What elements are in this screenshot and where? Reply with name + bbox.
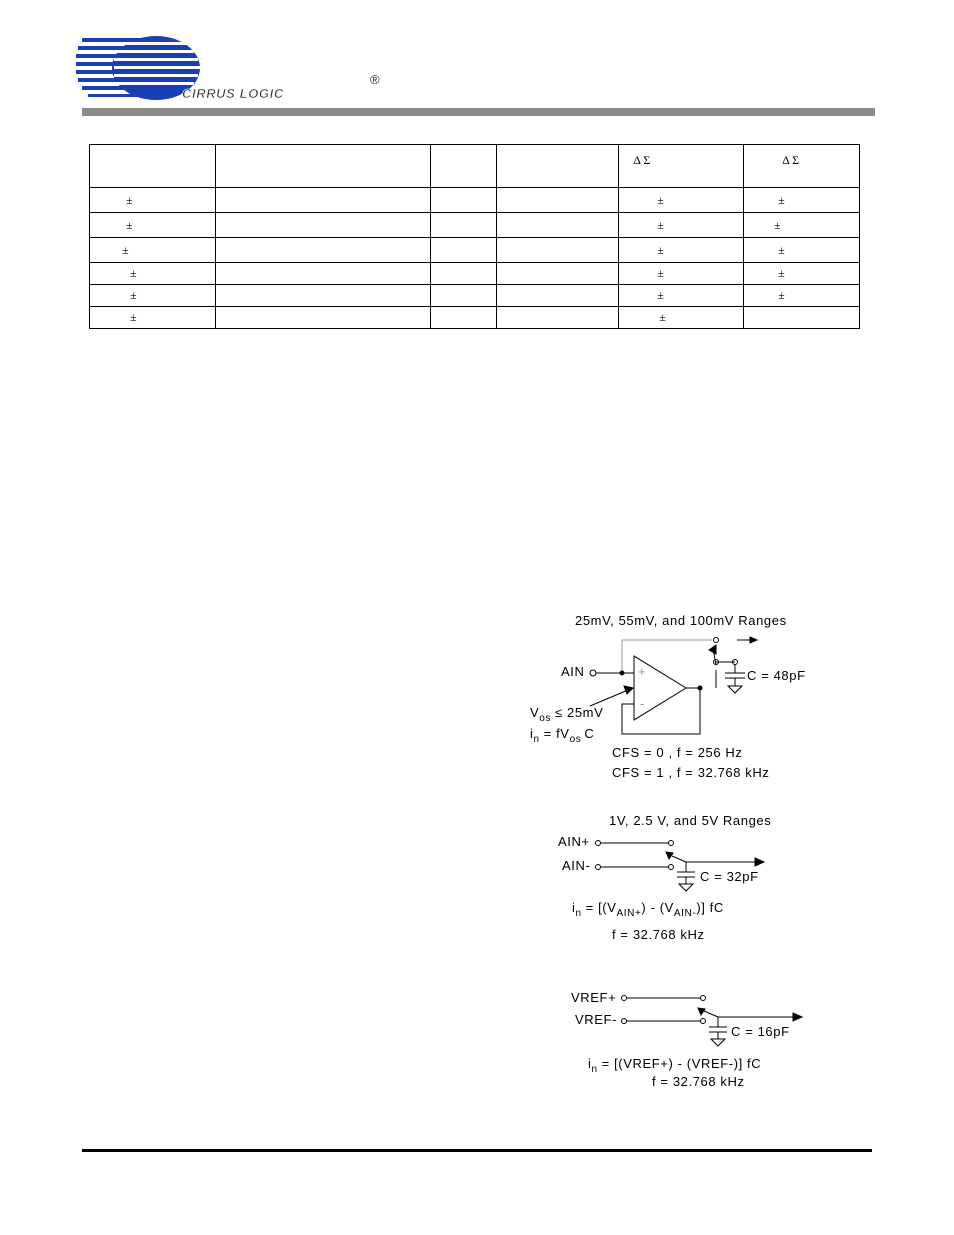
plus-minus: ± — [657, 288, 664, 302]
vos-arrow-icon — [624, 686, 633, 694]
cap32-label: C = 32pF — [700, 869, 759, 884]
footer-rule — [82, 1149, 872, 1152]
delta-sigma-label: Δ Σ — [633, 153, 651, 167]
diagram-low-ranges — [530, 613, 806, 780]
delta-sigma-label: Δ Σ — [782, 153, 800, 167]
output-arrow-icon — [750, 637, 757, 643]
vos-label: $V_{os} \le 25mV$ — [530, 705, 604, 724]
plus-minus: ± — [130, 310, 137, 324]
diagram1-title: 25mV, 55mV, and 100mV Ranges — [575, 613, 787, 628]
opamp-plus: + — [638, 664, 647, 679]
cap48-label: C = 48pF — [747, 668, 806, 683]
opamp-minus: - — [640, 696, 645, 711]
brand-name: CIRRUS LOGIC — [182, 86, 284, 101]
plus-minus: ± — [778, 266, 785, 280]
plus-minus: ± — [778, 242, 785, 257]
ground-icon — [728, 686, 742, 693]
ain-minus-label: AIN- — [562, 858, 591, 873]
plus-minus: ± — [126, 217, 133, 232]
ground-icon — [679, 884, 693, 891]
diagram-high-ranges — [558, 813, 771, 942]
output-arrow-icon — [793, 1013, 802, 1021]
plus-minus: ± — [130, 266, 137, 280]
ain-plus-label: AIN+ — [558, 834, 590, 849]
ground-icon — [711, 1039, 725, 1046]
in-formula2: $i_n = [(V_{AIN+}) - (V_{AIN-})]$ fC — [572, 900, 724, 919]
cap16-label: C = 16pF — [731, 1024, 790, 1039]
plus-minus: ± — [657, 192, 664, 207]
plus-minus: ± — [778, 288, 785, 302]
output-arrow-icon — [755, 858, 764, 866]
plus-minus: ± — [774, 217, 781, 232]
vref-plus-label: VREF+ — [571, 990, 617, 1005]
in-label: $i_n = fV_{os}$ C — [530, 726, 595, 745]
freq3-label: f = 32.768 kHz — [652, 1074, 745, 1089]
diagram-vref — [571, 990, 802, 1089]
ain-label: AIN — [561, 664, 585, 679]
plus-minus: ± — [130, 288, 137, 302]
in-formula3: $i_n$ = [(VREF+) - (VREF-)] fC — [588, 1056, 762, 1075]
switch-node — [714, 638, 719, 643]
cfs1-label: CFS = 1 , f = 32.768 kHz — [612, 765, 770, 780]
plus-minus: ± — [126, 192, 133, 207]
diagram2-title: 1V, 2.5 V, and 5V Ranges — [609, 813, 772, 828]
plus-minus: ± — [657, 242, 664, 257]
cfs0-label: CFS = 0 , f = 256 Hz — [612, 745, 743, 760]
plus-minus: ± — [657, 217, 664, 232]
plus-minus: ± — [659, 310, 666, 324]
vref-minus-label: VREF- — [575, 1012, 617, 1027]
plus-minus: ± — [657, 266, 664, 280]
registered-mark: ® — [370, 72, 381, 87]
freq2-label: f = 32.768 kHz — [612, 927, 705, 942]
plus-minus: ± — [778, 192, 785, 207]
plus-minus: ± — [122, 242, 129, 257]
